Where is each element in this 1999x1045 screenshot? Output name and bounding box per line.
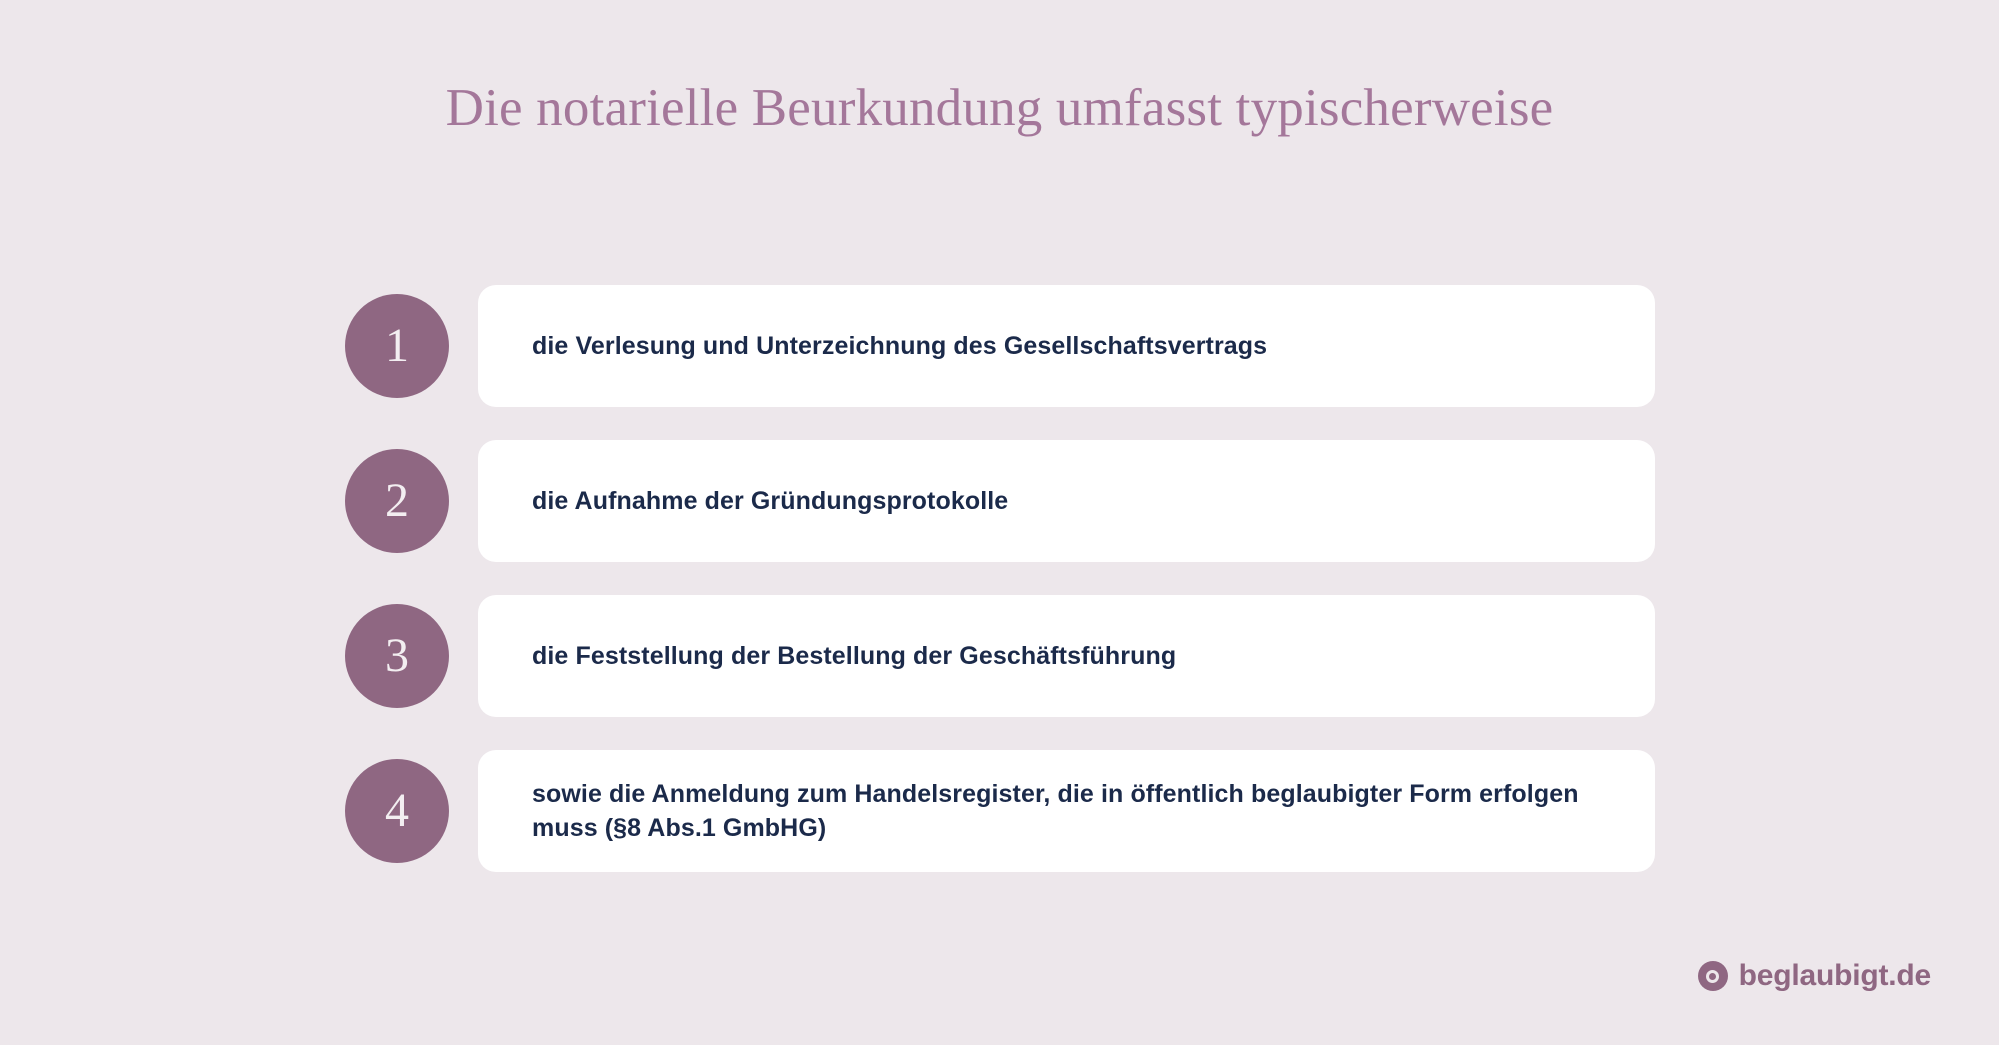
step-text: die Verlesung und Unterzeichnung des Gesellschaftsvertrags: [532, 332, 1268, 360]
step-text: die Aufnahme der Gründungsprotokolle: [532, 487, 1009, 515]
step-number-badge: 3: [345, 604, 449, 708]
brand-name: beglaubigt.de: [1738, 959, 1931, 992]
steps-list: [345, 285, 1655, 905]
brand-logo: [1698, 959, 1931, 993]
list-item: [345, 595, 1655, 717]
step-number-badge: 1: [345, 294, 449, 398]
circle-target-icon: [1698, 961, 1728, 991]
list-item: [345, 750, 1655, 872]
step-card: [478, 285, 1655, 407]
step-text: sowie die Anmeldung zum Handelsregister, die in öffentlich beglaubigter Form erfolgen muss (§8 Abs.1 GmbHG): [532, 780, 1579, 842]
step-card: [478, 750, 1655, 872]
page-title: Die notarielle Beurkundung umfasst typischerweise: [445, 79, 1554, 137]
step-text: die Feststellung der Bestellung der Geschäftsführung: [532, 642, 1177, 670]
list-item: [345, 440, 1655, 562]
step-card: [478, 440, 1655, 562]
step-number-badge: 2: [345, 449, 449, 553]
list-item: [345, 285, 1655, 407]
step-card: [478, 595, 1655, 717]
step-number-badge: 4: [345, 759, 449, 863]
